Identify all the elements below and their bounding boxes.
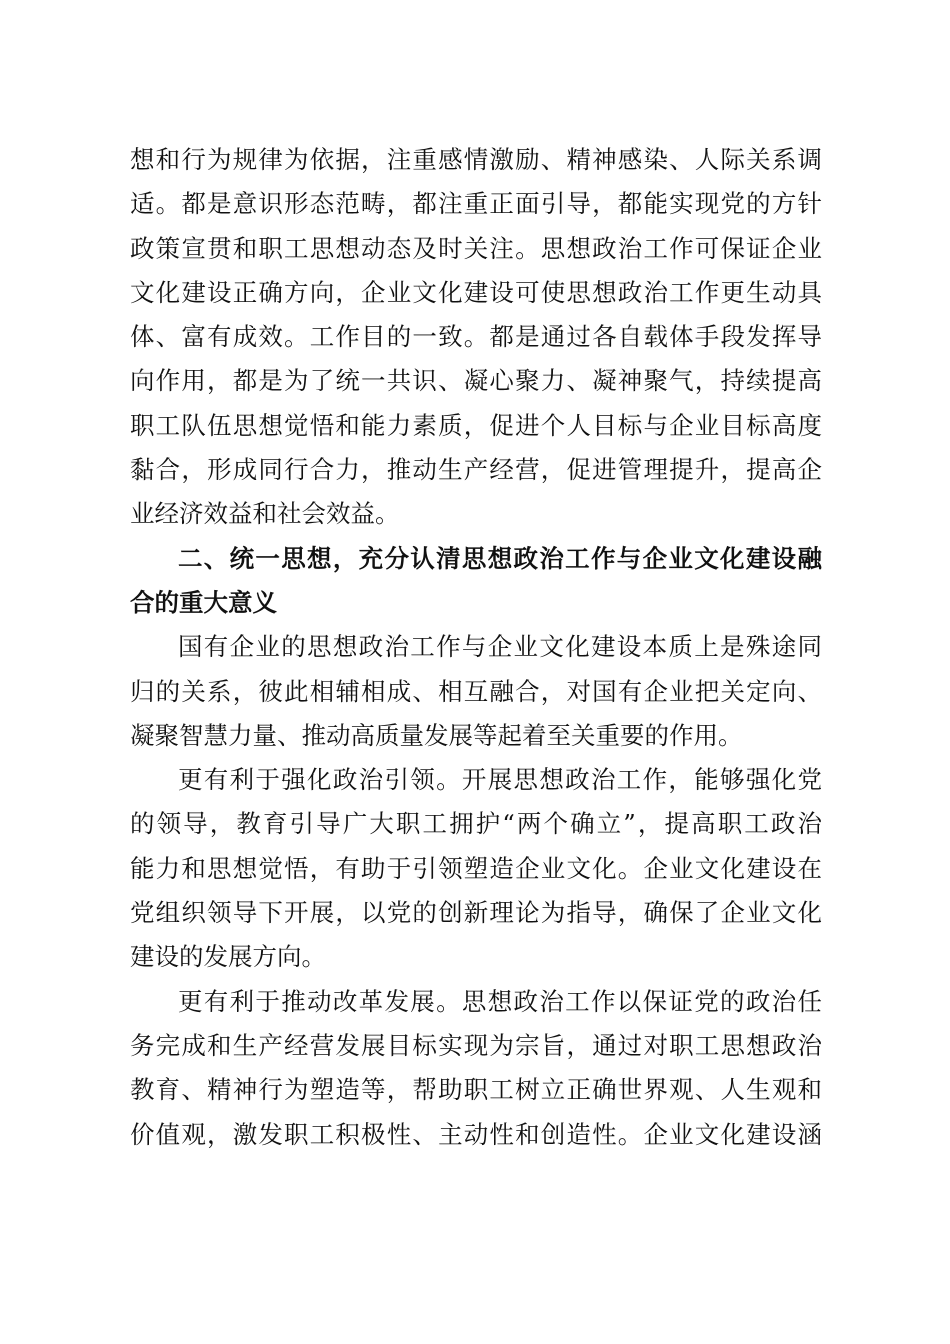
text-line: 务完成和生产经营发展目标实现为宗旨，通过对职工思想政治 xyxy=(130,1030,822,1060)
text-line: 归的关系，彼此相辅相成、相互融合，对国有企业把关定向、 xyxy=(130,676,822,706)
text-line: 凝聚智慧力量、推动高质量发展等起着至关重要的作用。 xyxy=(130,720,743,750)
text-line: 想和行为规律为依据，注重感情激励、精神感染、人际关系调 xyxy=(130,145,822,174)
text-line: 文化建设正确方向，企业文化建设可使思想政治工作更生动具 xyxy=(130,277,822,307)
text-line: 教育、精神行为塑造等，帮助职工树立正确世界观、人生观和 xyxy=(130,1075,822,1105)
section-heading xyxy=(130,537,822,626)
text-line: 体、富有成效。工作目的一致。都是通过各自载体手段发挥导 xyxy=(130,322,822,352)
paragraph-continuation xyxy=(130,138,822,537)
text-line: 的领导，教育引导广大职工拥护“两个确立”，提高职工政治 xyxy=(130,809,822,839)
heading-line: 二、统一思想，充分认清思想政治工作与企业文化建设融 xyxy=(178,543,822,573)
text-line: 国有企业的思想政治工作与企业文化建设本质上是殊途同 xyxy=(178,632,822,662)
text-line: 更有利于强化政治引领。开展思想政治工作，能够强化党 xyxy=(178,765,822,795)
paragraph-intro xyxy=(130,625,822,758)
text-line: 政策宣贯和职工思想动态及时关注。思想政治工作可保证企业 xyxy=(130,233,822,263)
text-line: 黏合，形成同行合力，推动生产经营，促进管理提升，提高企 xyxy=(130,455,822,485)
text-line: 能力和思想觉悟，有助于引领塑造企业文化。企业文化建设在 xyxy=(130,853,822,883)
paragraph-political-guidance xyxy=(130,758,822,979)
text-line: 价值观，激发职工积极性、主动性和创造性。企业文化建设涵 xyxy=(130,1119,822,1149)
text-line: 职工队伍思想觉悟和能力素质，促进个人目标与企业目标高度 xyxy=(130,410,822,440)
text-line: 建设的发展方向。 xyxy=(130,942,326,972)
document-page xyxy=(130,138,822,1157)
text-line: 适。都是意识形态范畴，都注重正面引导，都能实现党的方针 xyxy=(130,189,822,219)
paragraph-reform-development xyxy=(130,980,822,1157)
text-line: 业经济效益和社会效益。 xyxy=(130,499,400,529)
text-line: 更有利于推动改革发展。思想政治工作以保证党的政治任 xyxy=(178,986,822,1016)
heading-line: 合的重大意义 xyxy=(130,587,277,617)
text-line: 党组织领导下开展，以党的创新理论为指导，确保了企业文化 xyxy=(130,898,822,928)
text-line: 向作用，都是为了统一共识、凝心聚力、凝神聚气，持续提高 xyxy=(130,366,822,396)
